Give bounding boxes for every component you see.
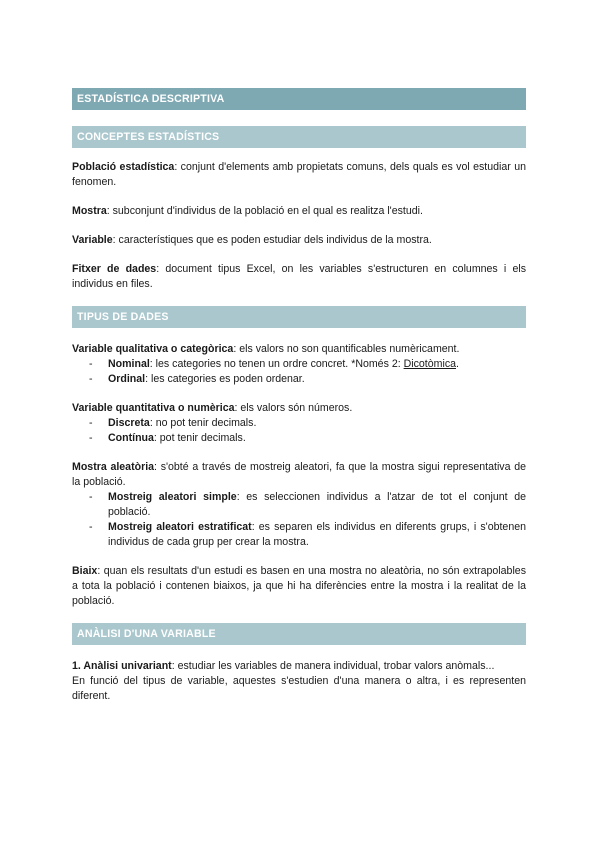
list-item-mostreig-estratificat (72, 520, 526, 550)
item-text: : es seleccionen individus a l'atzar de tot el conjunt de població. (108, 491, 526, 518)
definition-text: : quan els resultats d'un estudi es basen en una mostra no aleatòria, no són extrapolables a tota la població i contenen biaixos, ja que hi ha diferències entre la mostra i la realitat de la població. (72, 565, 526, 607)
list-item-nominal (72, 357, 526, 372)
item-text: : pot tenir decimals. (153, 432, 246, 444)
dash-bullet: - (89, 358, 93, 370)
term: Mostra (72, 205, 107, 217)
list-mostreig (72, 490, 526, 550)
list-item-discreta (72, 416, 526, 431)
paragraph-funcio: En funció del tipus de variable, aquestes s'estudien d'una manera o altra, i es representen diferent. (72, 675, 526, 702)
list-quantitativa (72, 416, 526, 446)
definition-text: : document tipus Excel, on les variables s'estructuren en columnes i els individus en files. (72, 263, 526, 290)
term: 1. Anàlisi univariant (72, 660, 172, 672)
term: Mostra aleatòria (72, 461, 155, 473)
term: Ordinal (108, 373, 146, 385)
definition-text: : subconjunt d'individus de la població en el qual es realitza l'estudi. (106, 205, 423, 217)
definition-qualitativa (72, 342, 526, 357)
definition-variable (72, 233, 526, 248)
document-title-bar (72, 88, 526, 110)
dash-bullet: - (89, 432, 93, 444)
term: Mostreig aleatori estratificat (108, 521, 252, 533)
list-item-continua (72, 431, 526, 446)
section-heading-conceptes (72, 126, 526, 148)
term: Variable quantitativa o numèrica (72, 402, 235, 414)
list-qualitativa (72, 357, 526, 387)
section-heading-text: TIPUS DE DADES (77, 311, 169, 323)
document-page (72, 88, 526, 704)
definition-text: : els valors no son quantificables numèricament. (233, 343, 460, 355)
term: Mostreig aleatori simple (108, 491, 237, 503)
term: Població estadística (72, 161, 175, 173)
definition-poblacio (72, 160, 526, 190)
definition-text: : conjunt d'elements amb propietats comuns, dels quals es vol estudiar un fenomen. (72, 161, 526, 188)
dash-bullet: - (89, 491, 93, 503)
list-item-ordinal (72, 372, 526, 387)
document-title: ESTADÍSTICA DESCRIPTIVA (77, 93, 225, 105)
dicotomica-link: Dicotòmica (403, 358, 457, 370)
term: Discreta (108, 417, 150, 429)
dash-bullet: - (89, 417, 93, 429)
dash-bullet: - (89, 521, 93, 533)
term: Nominal (108, 358, 150, 370)
item-text: : no pot tenir decimals. (149, 417, 257, 429)
term: Variable qualitativa o categòrica (72, 343, 234, 355)
section-heading-analisi (72, 623, 526, 645)
definition-text: : s'obté a través de mostreig aleatori, fa que la mostra sigui representativa de la població. (72, 461, 526, 488)
definition-text: : característiques que es poden estudiar dels individus de la mostra. (112, 234, 432, 246)
definition-mostra (72, 204, 526, 219)
term: Biaix (72, 565, 98, 577)
definition-biaix (72, 564, 526, 609)
dash-bullet: - (89, 373, 93, 385)
definition-quantitativa (72, 401, 526, 416)
definition-univariant (72, 659, 526, 674)
item-tail: . (456, 358, 459, 370)
section-heading-tipus (72, 306, 526, 328)
definition-text: : els valors són números. (234, 402, 353, 414)
list-item-mostreig-simple (72, 490, 526, 520)
item-text: : es separen els individus en diferents grups, i s'obtenen individus de cada grup per crear la mostra. (108, 521, 526, 548)
section-heading-text: ANÀLISI D'UNA VARIABLE (77, 628, 216, 640)
definition-mostra-aleatoria (72, 460, 526, 490)
definition-fitxer (72, 262, 526, 292)
term: Variable (72, 234, 113, 246)
section-heading-text: CONCEPTES ESTADÍSTICS (77, 131, 220, 143)
item-text: : les categories no tenen un ordre concret. *Només 2: (149, 358, 404, 370)
item-text: : les categories es poden ordenar. (145, 373, 305, 385)
term: Fitxer de dades (72, 263, 157, 275)
definition-text: : estudiar les variables de manera individual, trobar valors anòmals... (171, 660, 495, 672)
term: Contínua (108, 432, 154, 444)
